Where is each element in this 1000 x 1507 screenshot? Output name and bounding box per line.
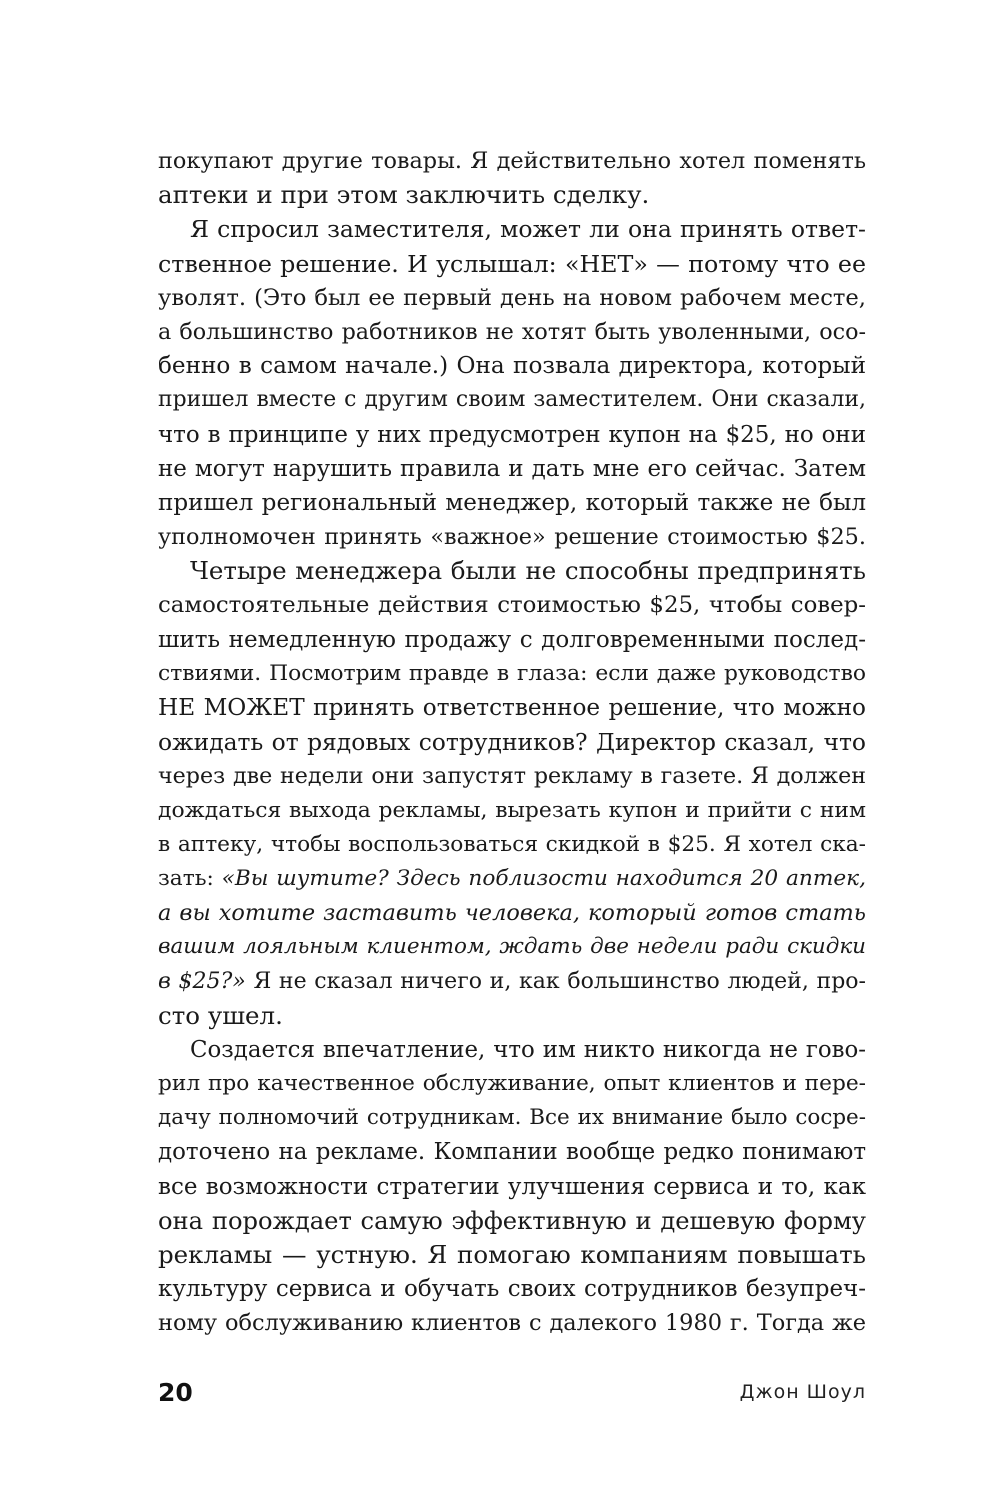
italic-quote: в $25?»: [158, 968, 246, 994]
text-line: ствиями. Посмотрим правде в глаза: если даже руководство: [158, 660, 866, 686]
text-line: Я спросил заместителя, может ли она принять ответ-: [190, 215, 866, 244]
page-number: 20: [158, 1378, 193, 1407]
text-line: через две недели они запустят рекламу в газете. Я должен: [158, 763, 866, 790]
text-line: уволят. (Это был ее первый день на новом рабочем месте,: [158, 284, 866, 311]
text-line: ному обслуживанию клиентов с далекого 1980 г. Тогда же: [158, 1310, 866, 1337]
text-line: не могут нарушить правила и дать мне его сейчас. Затем: [158, 455, 866, 482]
text-line: она порождает самую эффективную и дешевую форму: [158, 1206, 866, 1235]
text-line: рил про качественное обслуживание, опыт клиентов и пере-: [158, 1071, 866, 1097]
text-line: Четыре менеджера были не способны предпринять: [190, 556, 866, 586]
italic-quote: вашим лояльным клиентом, ждать две недели ради скидки: [158, 934, 866, 960]
text-line-mixed: [158, 965, 866, 999]
text-line: доточено на рекламе. Компании вообще редко понимают: [158, 1139, 866, 1166]
text-line: дачу полномочий сотрудникам. Все их внимание было сосре-: [158, 1105, 866, 1131]
text-line: а большинство работников не хотят быть уволенными, осо-: [158, 318, 866, 345]
text-line-mixed: [158, 862, 866, 896]
running-head-author: Джон Шоул: [739, 1381, 866, 1403]
italic-quote: а вы хотите заставить человека, который готов стать: [158, 900, 866, 927]
text-line: сто ушел.: [158, 1000, 283, 1030]
text-line-mixed: [158, 896, 866, 930]
text-line: в аптеку, чтобы воспользоваться скидкой в $25. Я хотел ска-: [158, 831, 866, 857]
text-line: бенно в самом начале.) Она позвала директора, который: [158, 353, 866, 380]
body-text: [158, 144, 866, 1341]
text-line: НЕ МОЖЕТ принять ответственное решение, что можно: [158, 694, 866, 721]
text-line: уполномочен принять «важное» решение стоимостью $25.: [158, 524, 866, 551]
text-line: пришел вместе с другим своим заместителем. Они сказали,: [158, 387, 866, 413]
text-line-mixed: [158, 930, 866, 964]
text-line: самостоятельные действия стоимостью $25, чтобы совер-: [158, 592, 866, 619]
italic-quote: «Вы шутите? Здесь поблизости находится 20 аптек,: [221, 865, 866, 891]
text-line: покупают другие товары. Я действительно хотел поменять: [158, 148, 866, 174]
page-footer: [158, 1378, 866, 1414]
text-line: шить немедленную продажу с долговременными послед-: [158, 626, 866, 653]
regular-text: зать:: [158, 865, 222, 891]
text-line: дождаться выхода рекламы, вырезать купон и прийти с ним: [158, 797, 866, 823]
text-line: все возможности стратегии улучшения сервиса и то, как: [158, 1173, 866, 1200]
text-line: что в принципе у них предусмотрен купон на $25, но они: [158, 421, 866, 448]
text-line: Создается впечатление, что им никто никогда не гово-: [190, 1036, 866, 1063]
text-line: ожидать от рядовых сотрудников? Директор сказал, что: [158, 728, 866, 757]
text-line: рекламы — устную. Я помогаю компаниям повышать: [158, 1240, 866, 1269]
text-line: аптеки и при этом заключить сделку.: [158, 180, 650, 210]
text-line: ственное решение. И услышал: «НЕТ» — потому что ее: [158, 249, 866, 278]
text-line: пришел региональный менеджер, который также не был: [158, 489, 866, 516]
regular-text: Я не сказал ничего и, как большинство людей, про-: [245, 968, 866, 994]
text-line: культуру сервиса и обучать своих сотрудников безупреч-: [158, 1276, 866, 1303]
